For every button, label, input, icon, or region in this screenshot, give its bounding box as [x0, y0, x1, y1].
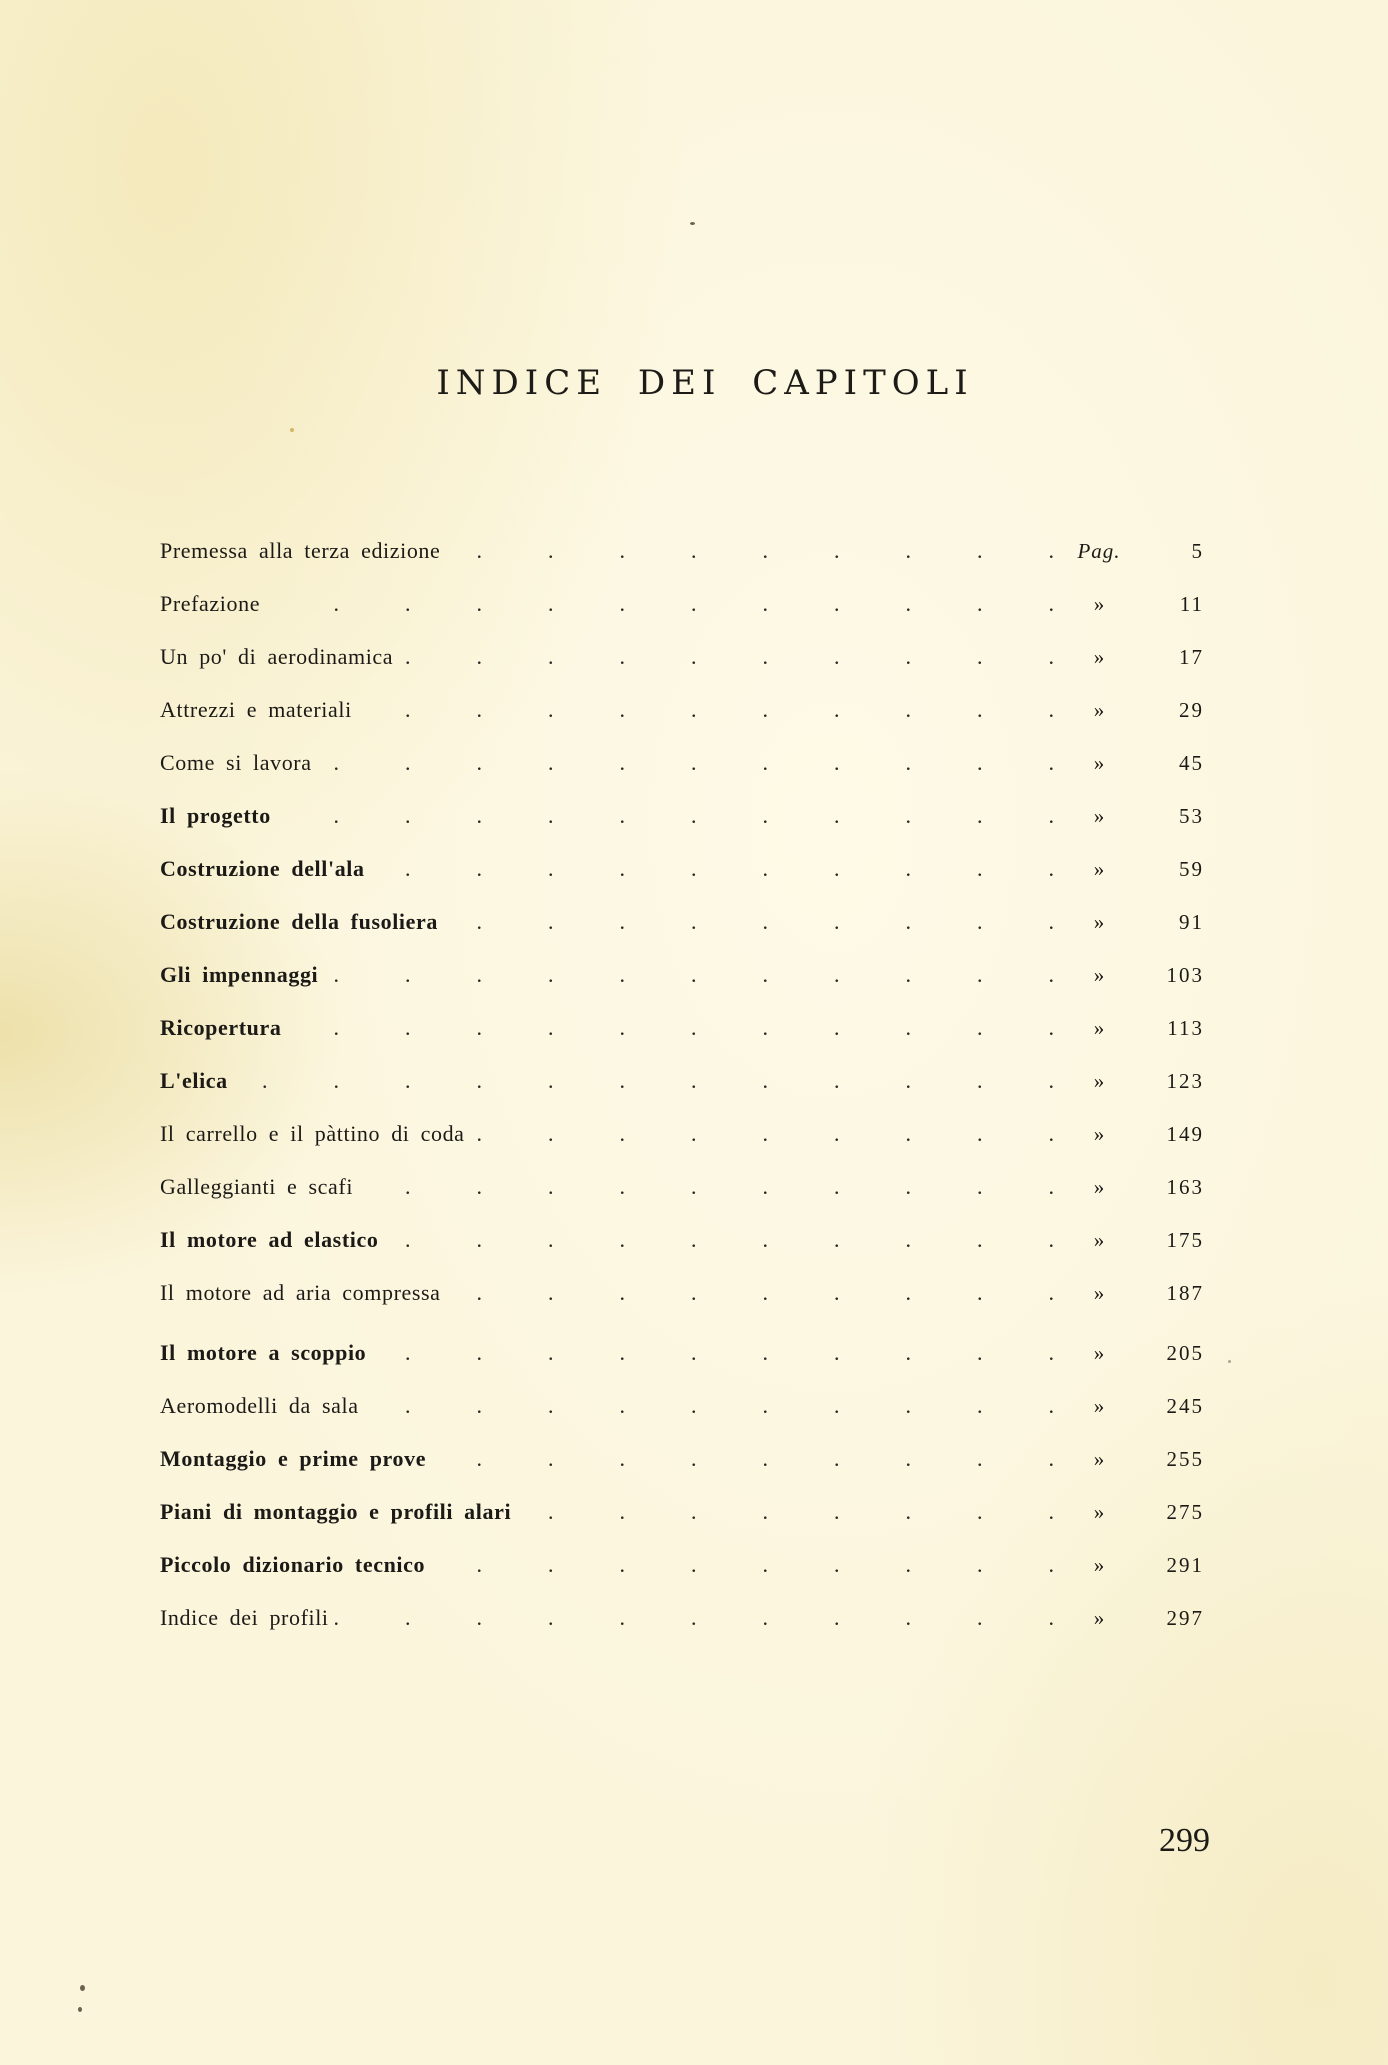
page-title: INDICE DEI CAPITOLI [436, 362, 974, 403]
toc-entry-title: Come si lavora [160, 750, 312, 775]
toc-entry [160, 856, 1210, 909]
toc-entry [160, 1393, 1210, 1446]
paper-speck [690, 222, 695, 225]
paper-speck [78, 2007, 82, 2012]
ditto-mark: » [1093, 751, 1105, 775]
toc-entry [160, 1015, 1210, 1068]
dot-leader [399, 644, 1054, 670]
ditto-mark: » [1093, 963, 1105, 987]
toc-entry-page: 11 [1179, 592, 1204, 616]
dot-leader [471, 1121, 1054, 1147]
toc-entry-page: 275 [1166, 1500, 1204, 1524]
toc-entry-page: 59 [1179, 857, 1204, 881]
toc-entry [160, 644, 1210, 697]
dot-leader [431, 1552, 1054, 1578]
toc-entry [160, 750, 1210, 803]
toc-entry [160, 1068, 1210, 1121]
dot-leader [447, 1280, 1054, 1306]
toc-entry-title: Prefazione [160, 591, 261, 616]
toc-entry-title: Il progetto [160, 803, 271, 828]
toc-entry [160, 1340, 1210, 1393]
ditto-mark: » [1093, 1341, 1105, 1365]
paper-speck [290, 428, 294, 432]
toc-entry-title: Montaggio e prime prove [160, 1446, 427, 1471]
toc-entry-page: 113 [1167, 1016, 1204, 1040]
toc-entry [160, 1499, 1210, 1552]
toc-entry-page: 175 [1166, 1228, 1204, 1252]
toc-entry-page: 163 [1166, 1175, 1204, 1199]
toc-entry [160, 1552, 1210, 1605]
ditto-mark: » [1093, 804, 1105, 828]
toc-entry-title: Il carrello e il pàttino di coda [160, 1121, 465, 1146]
dot-leader [446, 538, 1054, 564]
page-number: 299 [1159, 1822, 1210, 1859]
ditto-mark: » [1093, 1394, 1105, 1418]
toc-entry [160, 1121, 1210, 1174]
toc-entry-page: 297 [1166, 1606, 1204, 1630]
ditto-mark: » [1093, 1228, 1105, 1252]
dot-leader [318, 750, 1054, 776]
toc-entry-title: Il motore ad elastico [160, 1227, 379, 1252]
toc-entry-title: Il motore a scoppio [160, 1340, 367, 1365]
ditto-mark: » [1093, 1122, 1105, 1146]
toc-entry-title: Un po' di aerodinamica [160, 644, 394, 669]
dot-leader [266, 591, 1054, 617]
toc-entry-title: Indice dei profili [160, 1605, 329, 1630]
toc-entry-title: Aeromodelli da sala [160, 1393, 359, 1418]
toc-entry-page: 45 [1179, 751, 1204, 775]
dot-leader [517, 1499, 1054, 1525]
toc-entry-title: Ricopertura [160, 1015, 282, 1040]
dot-leader [444, 909, 1054, 935]
toc-entry-page: 53 [1179, 804, 1204, 828]
toc-entry [160, 1174, 1210, 1227]
toc-entry-title: Piccolo dizionario tecnico [160, 1552, 426, 1577]
toc-entry [160, 1280, 1210, 1340]
toc-entry-page: 291 [1166, 1553, 1204, 1577]
toc-entry-page: 103 [1166, 963, 1204, 987]
ditto-mark: » [1093, 910, 1105, 934]
dot-leader [324, 962, 1054, 988]
ditto-mark: » [1093, 1069, 1105, 1093]
ditto-mark: » [1093, 1175, 1105, 1199]
toc-entry-page: 245 [1166, 1394, 1204, 1418]
dot-leader [234, 1068, 1054, 1094]
toc-entry [160, 1446, 1210, 1499]
ditto-mark: » [1093, 1606, 1105, 1630]
toc-entry-page: 91 [1179, 910, 1204, 934]
ditto-mark: » [1093, 857, 1105, 881]
toc-entry-page: 29 [1179, 698, 1204, 722]
ditto-mark: » [1093, 1281, 1105, 1305]
toc-entry-page: 5 [1191, 539, 1204, 563]
toc-entry [160, 962, 1210, 1015]
paper-speck [1228, 1360, 1231, 1363]
ditto-mark: » [1093, 1016, 1105, 1040]
toc-entry-page: 205 [1166, 1341, 1204, 1365]
dot-leader [287, 1015, 1054, 1041]
toc-entry [160, 697, 1210, 750]
toc-entry [160, 909, 1210, 962]
toc-entry-title: Costruzione della fusoliera [160, 909, 438, 934]
toc-entry [160, 803, 1210, 856]
toc-entry [160, 538, 1210, 591]
toc-entry [160, 1227, 1210, 1280]
toc-entry-page: 255 [1166, 1447, 1204, 1471]
toc-entry-title: Il motore ad aria compressa [160, 1280, 441, 1305]
ditto-mark: » [1093, 1500, 1105, 1524]
paper-speck [80, 1985, 85, 1991]
dot-leader [384, 1227, 1054, 1253]
table-of-contents [160, 538, 1210, 1658]
toc-entry-title: Premessa alla terza edizione [160, 538, 441, 563]
ditto-mark: » [1093, 645, 1105, 669]
dot-leader [365, 1393, 1054, 1419]
toc-entry-title: Gli impennaggi [160, 962, 319, 987]
toc-entry-title: Costruzione dell'ala [160, 856, 365, 881]
dot-leader [335, 1605, 1054, 1631]
dot-leader [358, 697, 1054, 723]
dot-leader [277, 803, 1054, 829]
toc-entry-title: Attrezzi e materiali [160, 697, 352, 722]
toc-entry-title: Galleggianti e scafi [160, 1174, 354, 1199]
dot-leader [359, 1174, 1054, 1200]
toc-entry-page: 187 [1166, 1281, 1204, 1305]
page-label: Pag. [1077, 539, 1121, 563]
toc-entry-page: 123 [1166, 1069, 1204, 1093]
ditto-mark: » [1093, 698, 1105, 722]
dot-leader [372, 1340, 1054, 1366]
toc-entry-page: 149 [1166, 1122, 1204, 1146]
toc-entry [160, 591, 1210, 644]
ditto-mark: » [1093, 592, 1105, 616]
ditto-mark: » [1093, 1553, 1105, 1577]
dot-leader [432, 1446, 1054, 1472]
toc-entry [160, 1605, 1210, 1658]
ditto-mark: » [1093, 1447, 1105, 1471]
toc-entry-title: Piani di montaggio e profili alari [160, 1499, 512, 1524]
toc-entry-title: L'elica [160, 1068, 228, 1093]
dot-leader [371, 856, 1054, 882]
toc-entry-page: 17 [1179, 645, 1204, 669]
